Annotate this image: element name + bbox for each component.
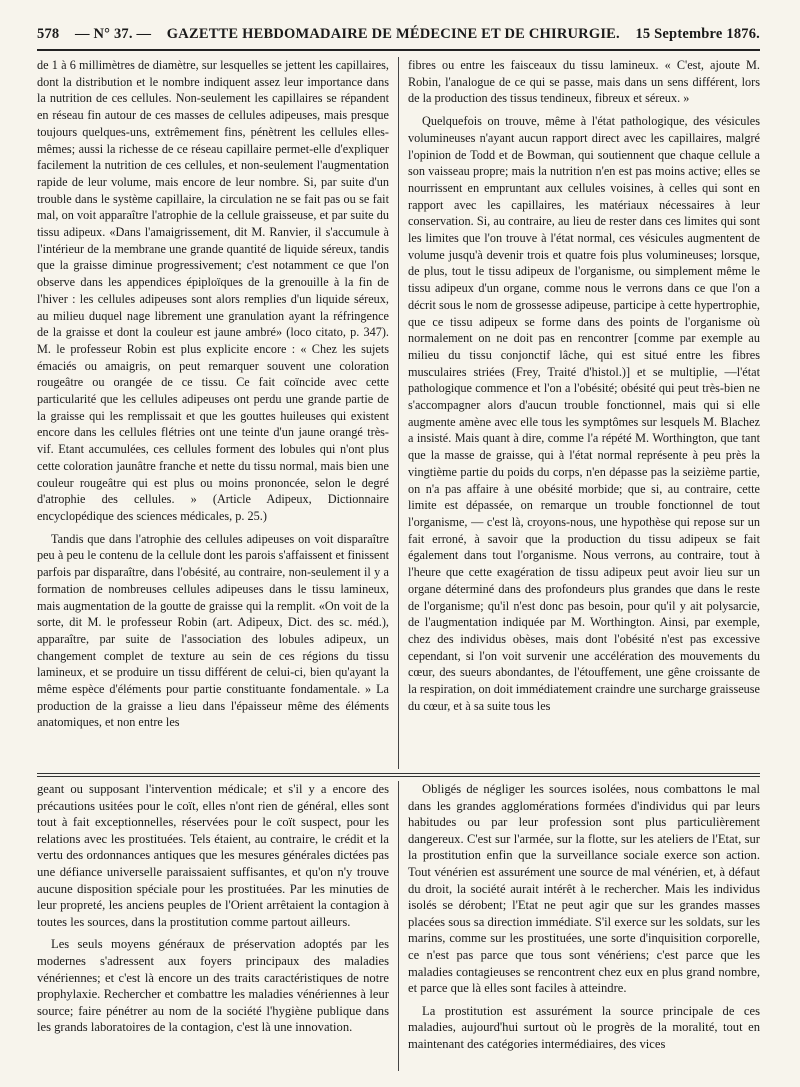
lower-article — [37, 781, 760, 1071]
page-number: 578 — [37, 26, 60, 42]
paragraph: Obligés de négliger les sources isolées, nous combattons le mal dans les grandes agglomérations formées d'individus qui par leurs habitudes ou par leur profession sont plus particulièrement dangereux. C'est sur l'armée, sur la flotte, sur les ateliers de l'Etat, sur la prostitution enfin que la surveillance sociale exerce son action. Tout vénérien est assurément une source de mal vénérien, et, à défaut du droit, la société aurait intérêt à le rechercher. Mais les individus isolés se dérobent; l'Etat ne peut agir que sur les grandes masses placées sous sa direction immédiate. S'il exerce sur les soldats, sur les marins, comme sur les prostituées, une sorte d'inquisition corporelle, ce n'est pas parce que tous sont vénériens; c'est parce que les maladies contagieuses se rencontrent chez eux en plus grand nombre, et parce que là elles sont faciles à atteindre. — [408, 782, 760, 996]
issue-number: — N° 37. — — [74, 26, 152, 42]
issue-date: 15 Septembre 1876. — [635, 26, 760, 42]
running-header — [37, 26, 760, 50]
paragraph: Tandis que dans l'atrophie des cellules adipeuses on voit disparaître peu à peu le contenu de la cellule dont les parois s'affaissent et finissent parfois par disparaître, dans l'obésité, au contraire, non-seulement il y a formation de nombreuses cellules adipeuses dans le tissu lamineux, mais augmentation de la goutte de graisse qui la remplit. «On voit de la sorte, dit M. le professeur Robin (art. Adipeux, Dict. des sc. méd.), apparaître, par suite de l'association des lobules adipeux, un changement complet de texture au sein de ces régions du tissu lamineux, et se produire un tissu différent de celui-ci, bien qu'ayant la même espèce d'éléments pour partie constituante fondamentale. » La production de la graisse a lieu dans l'épaisseur même des éléments anatomiques, et non entre les — [37, 531, 389, 730]
lower-left-column — [37, 781, 389, 1071]
section-rule — [37, 773, 760, 774]
upper-left-column — [37, 57, 389, 769]
paragraph: Les seuls moyens généraux de préservation adoptés par les modernes s'adressent aux foyers principaux des maladies vénériennes; et c'est là encore un des traits caractéristiques de notre prophylaxie. Rechercher et combattre les maladies vénériennes à leur source; faire pénétrer au nom de la société l'hygiène publique dans les grands laboratoires de la contagion, c'est là une innovation. — [37, 937, 389, 1035]
column-divider — [398, 57, 399, 769]
upper-article — [37, 57, 760, 769]
lower-right-column — [408, 781, 760, 1071]
paragraph: geant ou supposant l'intervention médicale; et s'il y a encore des précautions usitées pour le coït, elles n'ont rien de général, elles sont tout à fait exceptionnelles, réservées pour le coït suspect, pour les relations avec les prostituées. Tels étaient, au contraire, le crédit et la vertu des ordonnances antiques que les mesures générales dictées pas une défiance universelle paraissaient suffisantes, et qu'on n'y trouve aucune disposition spéciale pour les prostituées. Par les minuties de leur propreté, les anciens peuples de l'Orient arrêtaient la contagion à toutes les sources, dans la prostitution comme partout ailleurs. — [37, 782, 389, 929]
section-rule — [37, 776, 760, 777]
column-divider — [398, 781, 399, 1071]
journal-title: GAZETTE HEBDOMADAIRE DE MÉDECINE ET DE CHIRURGIE. — [166, 26, 620, 42]
upper-right-column — [408, 57, 760, 769]
paragraph: fibres ou entre les faisceaux du tissu lamineux. « C'est, ajoute M. Robin, l'analogue de ce qui se passe, mais dans un sens différent, lors de la production des tissus tendineux, fibreux et séreux. » — [408, 58, 760, 106]
paragraph: Quelquefois on trouve, même à l'état pathologique, des vésicules volumineuses n'ayant aucun rapport direct avec les capillaires, malgré l'opinion de Todd et de Bowman, qui soutiennent que chaque cellule a son vaisseau propre; mais la nutrition n'en est pas moins active; elles se nourrissent en empruntant aux cellules voisines, à celles qui sont en rapport avec les capillaires, les matériaux nécessaires à leur conservation. Si, au contraire, au lieu de rester dans ces limites qui sont les limites que l'on trouve à l'état normal, ces vésicules augmentent de volume jusqu'à devenir trois et quatre fois plus volumineuses; lorsque, de plus, tout le tissu adipeux de l'organisme, ou simplement même le tissu adipeux d'un organe, comme nous le verrons dans ce que l'on a décrit sous le nom de grossesse adipeuse, participe à cette hypertrophie, que ce tissu adipeux se forme dans des points de l'organisme où normalement on ne doit pas en rencontrer [comme par exemple au milieu du tissu conjonctif lâche, qui est situé entre les fibres musculaires striées (Frey, Traité d'histol.)] et se multiplie, —l'état pathologique commence et l'on a l'obésité; obésité qui peut très-bien ne s'accompagner alors d'aucun trouble fonctionnel, mais qui si elle augmente amène avec elle tous les symptômes sur lesquels M. Blachez a insisté. Mais quant à dire, comme l'a répété M. Worthington, que tant que la masse de graisse, qui à l'état normal représente à peu près la vingtième partie du poids du corps, n'en dépasse pas la seizième partie, on n'a pas affaire à une obésité morbide; que si, au contraire, cette limite est dépassée, on remarque un trouble fonctionnel de tout l'organisme, — c'est là, croyons-nous, une hypothèse qui repose sur un fait erroné, à savoir que la production du tissu adipeux se fait également dans tout l'organisme. Nous verrons, au contraire, tout à l'heure que cette exagération de tissu adipeux peut avoir lieu sur un organe déterminé dans des profondeurs plus grandes que dans le reste de l'organisme; qu'il n'est donc pas besoin, pour qu'il y ait polysarcie, de l'augmentation indiquée par M. Worthington. Ainsi, par exemple, chez des individus obèses, mais dont l'obésité n'est pas excessive cependant, si l'on voit survenir une accélération des mouvements du cœur, des sueurs abondantes, de l'étouffement, une gêne croissante de la respiration, on doit immédiatement craindre une surcharge graisseuse du cœur, et à sa suite tous les — [408, 114, 760, 713]
paragraph: de 1 à 6 millimètres de diamètre, sur lesquelles se jettent les capillaires, dont la distribution et le nombre indiquent assez leur importance dans la nutrition de ces cellules. Non-seulement les capillaires se répandent en réseau fin autour de ces masses de cellules adipeuses, mais presque toujours quelques-uns, extrêmement fins, pénètrent les cellules elles-mêmes; aussi la richesse de ce réseau capillaire permet-elle d'expliquer facilement la nutrition de ces cellules, et non-seulement l'augmentation rapide de leur volume, mais encore de leur nombre. Si, par suite d'un trouble dans le système capillaire, la circulation ne se fait pas ou se fait mal, on voit apparaître l'atrophie de la cellule graisseuse, et par suite du tissu adipeux. «Dans l'amaigrissement, dit M. Ranvier, il s'accumule à l'intérieur de la membrane une grande quantité de liquide séreux, tandis que la graisse diminue progressivement; c'est notamment ce que l'on observe dans les appendices épiploïques de la grenouille à la fin de l'hiver : les cellules adipeuses sont alors remplies d'un liquide séreux, au milieu duquel nage librement une granulation ayant la réfringence de la graisse et dont la couleur est jaune ambré» (loco citato, p. 347). M. le professeur Robin est plus explicite encore : « Chez les sujets émaciés ou amaigris, on peut remarquer souvent une coloration rougeâtre ou orangée de ce tissu. Ce fait coïncide avec cette particularité que les cellules adipeuses ont perdu une grande partie de la graisse qui les remplissait et que les gouttes huileuses qui existent encore dans les cellules flétries ont une teinte d'un jaune orangé très-vif. Etant accumulées, ces cellules forment des lobules qui n'ont plus cette coloration jaunâtre franche et nette du tissu normal, mais bien une couleur rougeâtre qui est plus ou moins prononcée, selon le degré d'atrophie des cellules. » (Article Adipeux, Dictionnaire encyclopédique des sciences médicales, p. 25.) — [37, 58, 389, 523]
header-rule — [37, 49, 760, 51]
paragraph: La prostitution est assurément la source principale de ces maladies, aujourd'hui surtout où le progrès de la moralité, tout en maintenant des catégories intermédiaires, des vices — [408, 1003, 760, 1051]
